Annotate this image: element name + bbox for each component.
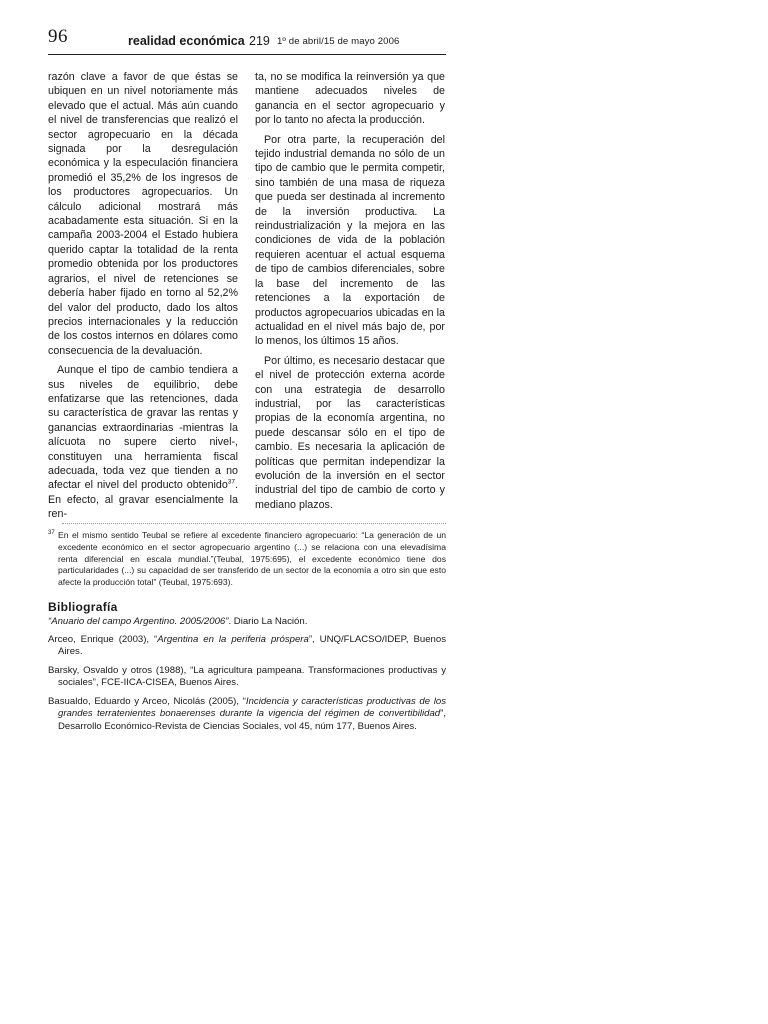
page-number: 96 [48,26,68,47]
footnote-text: En el mismo sentido Teubal se refiere al excedente financiero agropecuario: “La generación de un excedente económico en el sector agropecuario argentino (...) se relaciona con una elevadísima renta diferencial en escala mundial.”(Teubal, 1975:695), el excedente económico tiene dos particularidades (...) su capacidad de ser transferido de un sector de la economía a otro sin que esto afecte la producción total” (Teubal, 1975:693). [58,530,446,588]
entry-source: ”, UNQ/FLACSO/IDEP, Buenos Aires. [58,633,446,657]
footnote-reference: 37 [227,478,236,486]
footnote [48,530,446,589]
paragraph: Por último, es necesario destacar que el nivel de protección externa acorde con una estrategia de desarrollo industrial, por las características propias de la economía argentina, no puede descansar sólo en el tipo de cambio. Es necesaria la aplicación de políticas que permitan independizar la evolución de la inversión en el sector industrial del tipo de cambio de corto y mediano plazos. [255,354,445,511]
footnote-mark: 37 [48,530,55,536]
entry-source: . Diario La Nación. [228,616,308,627]
bibliography-heading: Bibliografía [48,600,118,614]
paragraph: ta, no se modifica la reinversión ya que mantiene adecuados niveles de ganancia en el sector agropecuario y por lo tanto no afecta la producción. [255,71,445,127]
entry-title: “Anuario del campo Argentino. 2005/2006” [48,616,229,627]
bibliography-entry [48,616,446,629]
journal-number: 219 [249,34,270,48]
journal-title: realidad económica [128,34,245,48]
entry-title: Argentina en la periferia próspera [157,633,309,645]
bibliography-entry [48,696,446,734]
entry-title: Incidencia y características productivas de los grandes terratenientes bonaerenses durante la vigencia del régimen de convertibilidad [58,695,446,719]
paragraph: Por otra parte, la recuperación del tejido industrial demanda no sólo de un tipo de cambio que le permita competir, sino también de una masa de riqueza que pueda ser destinada al incremento de la inversión productiva. La reindustrialización y la mejora en las condiciones de vida de la población requieren acentuar el actual esquema de tipo de cambios diferenciales, sobre la base del incremento de las retenciones a la exportación de productos agropecuarios ubicadas en la actualidad en el nivel más bajo de, por lo menos, los últimos 15 años. [255,133,445,348]
entry-source: ”, Desarrollo Económico-Revista de Ciencias Sociales, vol 45, núm 177, Buenos Aires. [58,708,446,732]
paragraph-text: Aunque el tipo de cambio tendiera a sus niveles de equilibrio, debe enfatizarse que las retenciones, dada su característica de gravar las rentas y ganancias extraordinarias -mientras la alícuota no supere cierto nivel-, constituyen una herramienta fiscal adecuada, toda vez que tienden a no afectar el nivel del producto obtenido [48,364,238,492]
paragraph: razón clave a favor de que éstas se ubiquen en un nivel notoriamente más elevado que el actual. Más aún cuando el nivel de transferencias que realizó el sector agropecuario en la década signada por la desregulación económica y la especulación financiera promedió el 35,2% de los ingresos de los productores agropecuarios. Un cálculo adicional mostrará más acabadamente esta situación. Si en la campaña 2003-2004 el Estado hubiera querido captar la totalidad de la renta promedio obtenida por los productores agrarios, el nivel de retenciones se debería haber fijado en torno al 52,2% del valor del producto, dado los altos precios internacionales y la reducción de los costos internos en dólares como consecuencia de la devaluación. [48,71,238,357]
left-column [48,70,238,527]
bibliography-entry: Barsky, Osvaldo y otros (1988), “La agricultura pampeana. Transformaciones productivas y sociales”, FCE-IICA-CISEA, Buenos Aires. [48,664,446,688]
entry-author: Arceo, Enrique (2003), “ [48,633,158,645]
footnote-divider [62,523,446,524]
paragraph-text-end: . En efecto, al gravar esencialmente la ren- [48,479,238,521]
paragraph [48,363,238,521]
bibliography-entry [48,634,446,659]
running-header [48,26,446,55]
entry-author: Basualdo, Eduardo y Arceo, Nicolás (2005), “ [48,695,246,707]
bibliography-list [48,616,446,739]
right-column [255,70,445,517]
issue-date: 1º de abril/15 de mayo 2006 [277,36,400,47]
